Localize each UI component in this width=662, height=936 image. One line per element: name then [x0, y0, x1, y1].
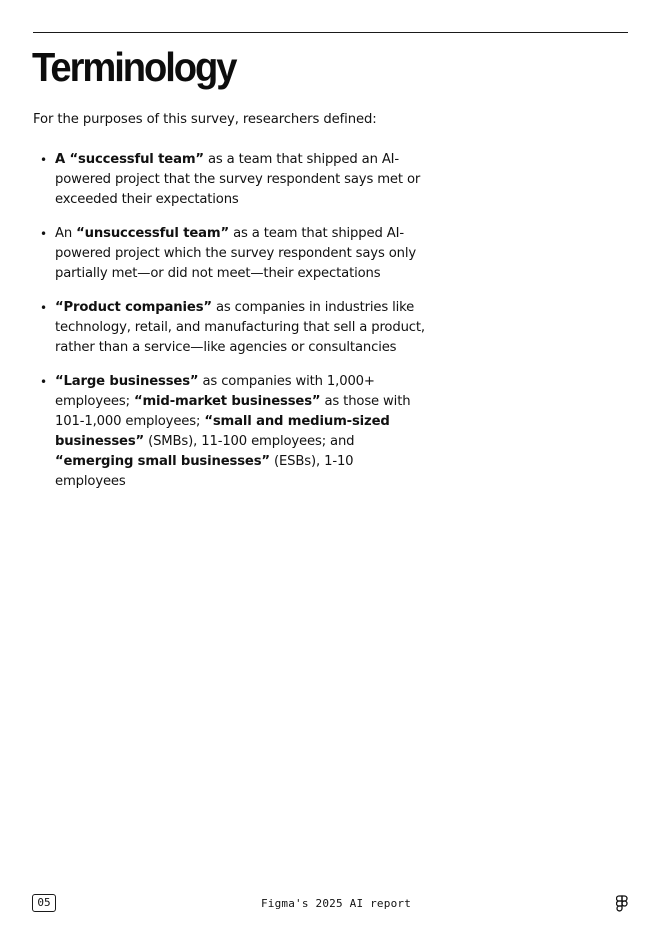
list-item — [33, 150, 428, 210]
page-title: Terminology — [32, 44, 236, 90]
term-definition: as companies in industries like technology, retail, and manufacturing that sell a product, rather than a service—like agencies or consultancies — [55, 300, 425, 355]
term-definition: (SMBs), 11-100 employees; and — [144, 434, 355, 449]
term-definition: as those with 101-1,000 employees; — [55, 394, 411, 429]
term-name: “emerging small businesses” — [55, 454, 270, 469]
term-definition: as a team that shipped AI-powered project which the survey respondent says only partially met—or did not meet—their expectations — [55, 226, 416, 281]
page-number-badge: 05 — [32, 894, 56, 912]
list-item — [33, 372, 428, 492]
intro-text: For the purposes of this survey, researchers defined: — [33, 112, 377, 127]
term-segment: An — [55, 226, 77, 241]
term-name: “mid-market businesses” — [133, 394, 321, 409]
bullet-icon: • — [40, 227, 47, 241]
report-title: Figma's 2025 AI report — [260, 897, 412, 910]
term-definition: as a team that shipped an AI-powered project that the survey respondent says met or exceeded their expectations — [55, 152, 421, 207]
list-item — [33, 224, 428, 284]
terminology-list — [33, 150, 428, 506]
term-name: “Product companies” — [55, 300, 212, 315]
term-name: “Large businesses” — [55, 374, 199, 389]
term-name: “small and medium-sized businesses” — [55, 414, 390, 449]
term-segment: A — [55, 152, 70, 167]
bullet-icon: • — [40, 153, 47, 167]
bullet-icon: • — [40, 375, 47, 389]
figma-logo-icon — [616, 895, 628, 913]
term-name: “successful team” — [69, 152, 204, 167]
list-item — [33, 298, 428, 358]
top-divider — [33, 32, 628, 33]
term-definition: (ESBs), 1-10 employees — [55, 454, 354, 489]
term-definition: as companies with 1,000+ employees; — [55, 374, 375, 409]
bullet-icon: • — [40, 301, 47, 315]
term-name: “unsuccessful team” — [76, 226, 230, 241]
